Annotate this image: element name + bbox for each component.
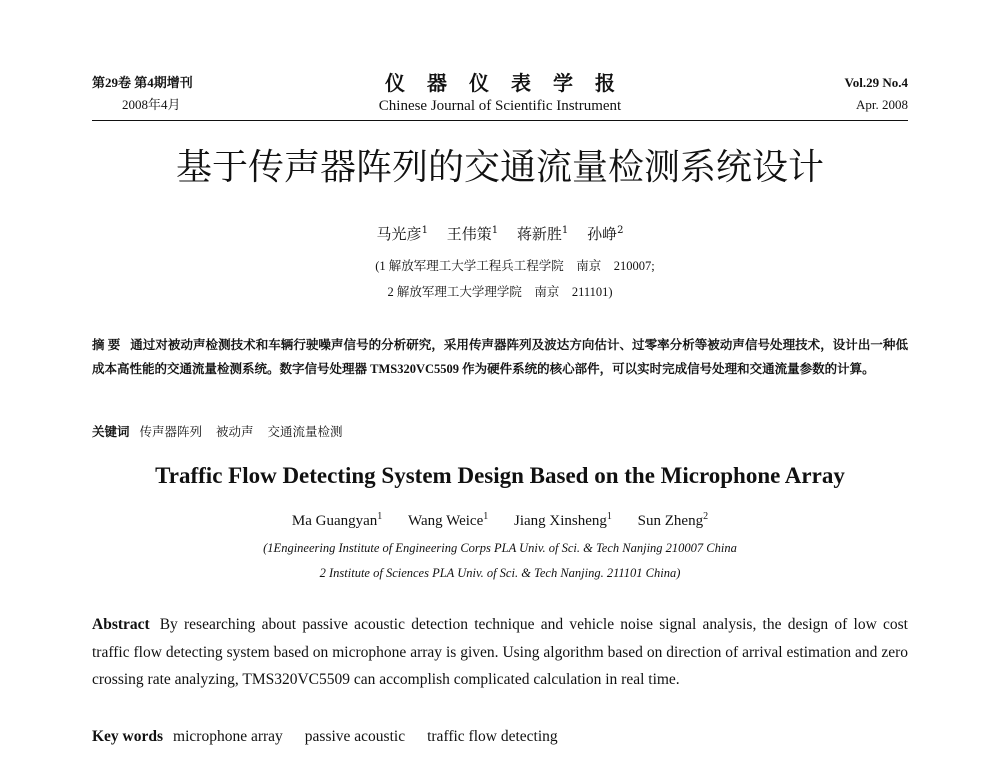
author-en xyxy=(292,513,382,529)
author-sup: 2 xyxy=(703,511,709,522)
abstract-en xyxy=(92,611,908,694)
author-name: Jiang Xinsheng xyxy=(514,513,607,529)
date-en: Apr. 2008 xyxy=(856,97,908,112)
journal-title-en: Chinese Journal of Scientific Instrument xyxy=(378,98,622,114)
affiliation-zh-2: 2 解放军理工大学理学院 南京 211101) xyxy=(387,285,613,299)
abstract-en-text: By researching about passive acoustic detection technique and vehicle noise signal analysis, the design of low cost traffic flow detecting system based on microphone array is given. Using algorithm based on direction of arrival estimation and zero crossing rate analyzing, TMS320VC5509 can accomplish complicated calculation in real time. xyxy=(92,616,908,688)
abstract-en-label: Abstract xyxy=(92,616,150,633)
author-name: 王伟策 xyxy=(446,225,492,243)
keyword-zh: 传声器阵列 xyxy=(139,425,203,439)
author-name: Wang Weice xyxy=(408,513,484,529)
author-sup: 1 xyxy=(606,511,612,522)
header-right xyxy=(845,72,908,116)
volume-zh: 第29卷 第4期增刊 xyxy=(92,75,193,90)
header-center xyxy=(92,72,908,116)
author-sup: 1 xyxy=(421,225,428,236)
keyword-en: microphone array xyxy=(173,728,283,745)
affiliation-zh-1: (1 解放军理工大学工程兵工程学院 南京 210007; xyxy=(375,259,655,273)
date-zh: 2008年4月 xyxy=(122,97,181,112)
author-en xyxy=(408,513,488,529)
affiliation-en-1: (1Engineering Institute of Engineering Corps PLA Univ. of Sci. & Tech Nanjing 210007 China xyxy=(263,541,737,555)
author-name: Ma Guangyan xyxy=(291,513,378,529)
author-zh xyxy=(587,225,623,243)
authors-en xyxy=(0,506,1000,532)
abstract-zh xyxy=(92,333,908,381)
author-name: 蒋新胜 xyxy=(516,225,562,243)
keywords-en-label: Key words xyxy=(92,728,164,745)
journal-title-zh: 仪器仪表学报 xyxy=(385,73,637,95)
header-rule xyxy=(92,120,908,121)
journal-header xyxy=(92,72,908,124)
author-name: Sun Zheng xyxy=(637,513,704,529)
author-name: 马光彦 xyxy=(376,225,422,243)
keywords-en xyxy=(92,725,908,749)
author-sup: 1 xyxy=(561,225,569,236)
author-sup: 1 xyxy=(491,225,499,236)
paper-title-zh: 基于传声器阵列的交通流量检测系统设计 xyxy=(175,147,824,188)
author-zh xyxy=(447,225,498,243)
author-sup: 1 xyxy=(483,511,489,522)
authors-zh xyxy=(0,220,1000,245)
keywords-zh xyxy=(92,420,908,444)
author-en xyxy=(514,513,612,529)
keyword-en: passive acoustic xyxy=(304,728,406,745)
author-name: 孙峥 xyxy=(587,225,618,243)
author-sup: 2 xyxy=(617,225,624,236)
keyword-zh: 交通流量检测 xyxy=(267,425,343,439)
author-zh xyxy=(377,225,428,243)
paper-title-en: Traffic Flow Detecting System Design Based on the Microphone Array xyxy=(155,463,845,488)
keyword-zh: 被动声 xyxy=(216,425,254,439)
keyword-en: traffic flow detecting xyxy=(427,728,558,745)
author-zh xyxy=(517,225,568,243)
abstract-zh-label: 摘 要 xyxy=(92,338,121,352)
author-sup: 1 xyxy=(377,511,383,522)
volume-en: Vol.29 No.4 xyxy=(844,75,908,90)
abstract-zh-text: 通过对被动声检测技术和车辆行驶噪声信号的分析研究，采用传声器阵列及波达方向估计、过零率分析等被动声信号处理技术，设计出一种低成本高性能的交通流量检测系统。数字信号处理器 TMS320VC5509 作为硬件系统的核心部件，可以实时完成信号处理和交通流量参数的计算。 xyxy=(92,338,908,376)
affiliation-en-2: 2 Institute of Sciences PLA Univ. of Sci. & Tech Nanjing. 211101 China) xyxy=(319,566,681,580)
keywords-zh-label: 关键词 xyxy=(92,425,130,439)
author-en xyxy=(638,513,708,529)
